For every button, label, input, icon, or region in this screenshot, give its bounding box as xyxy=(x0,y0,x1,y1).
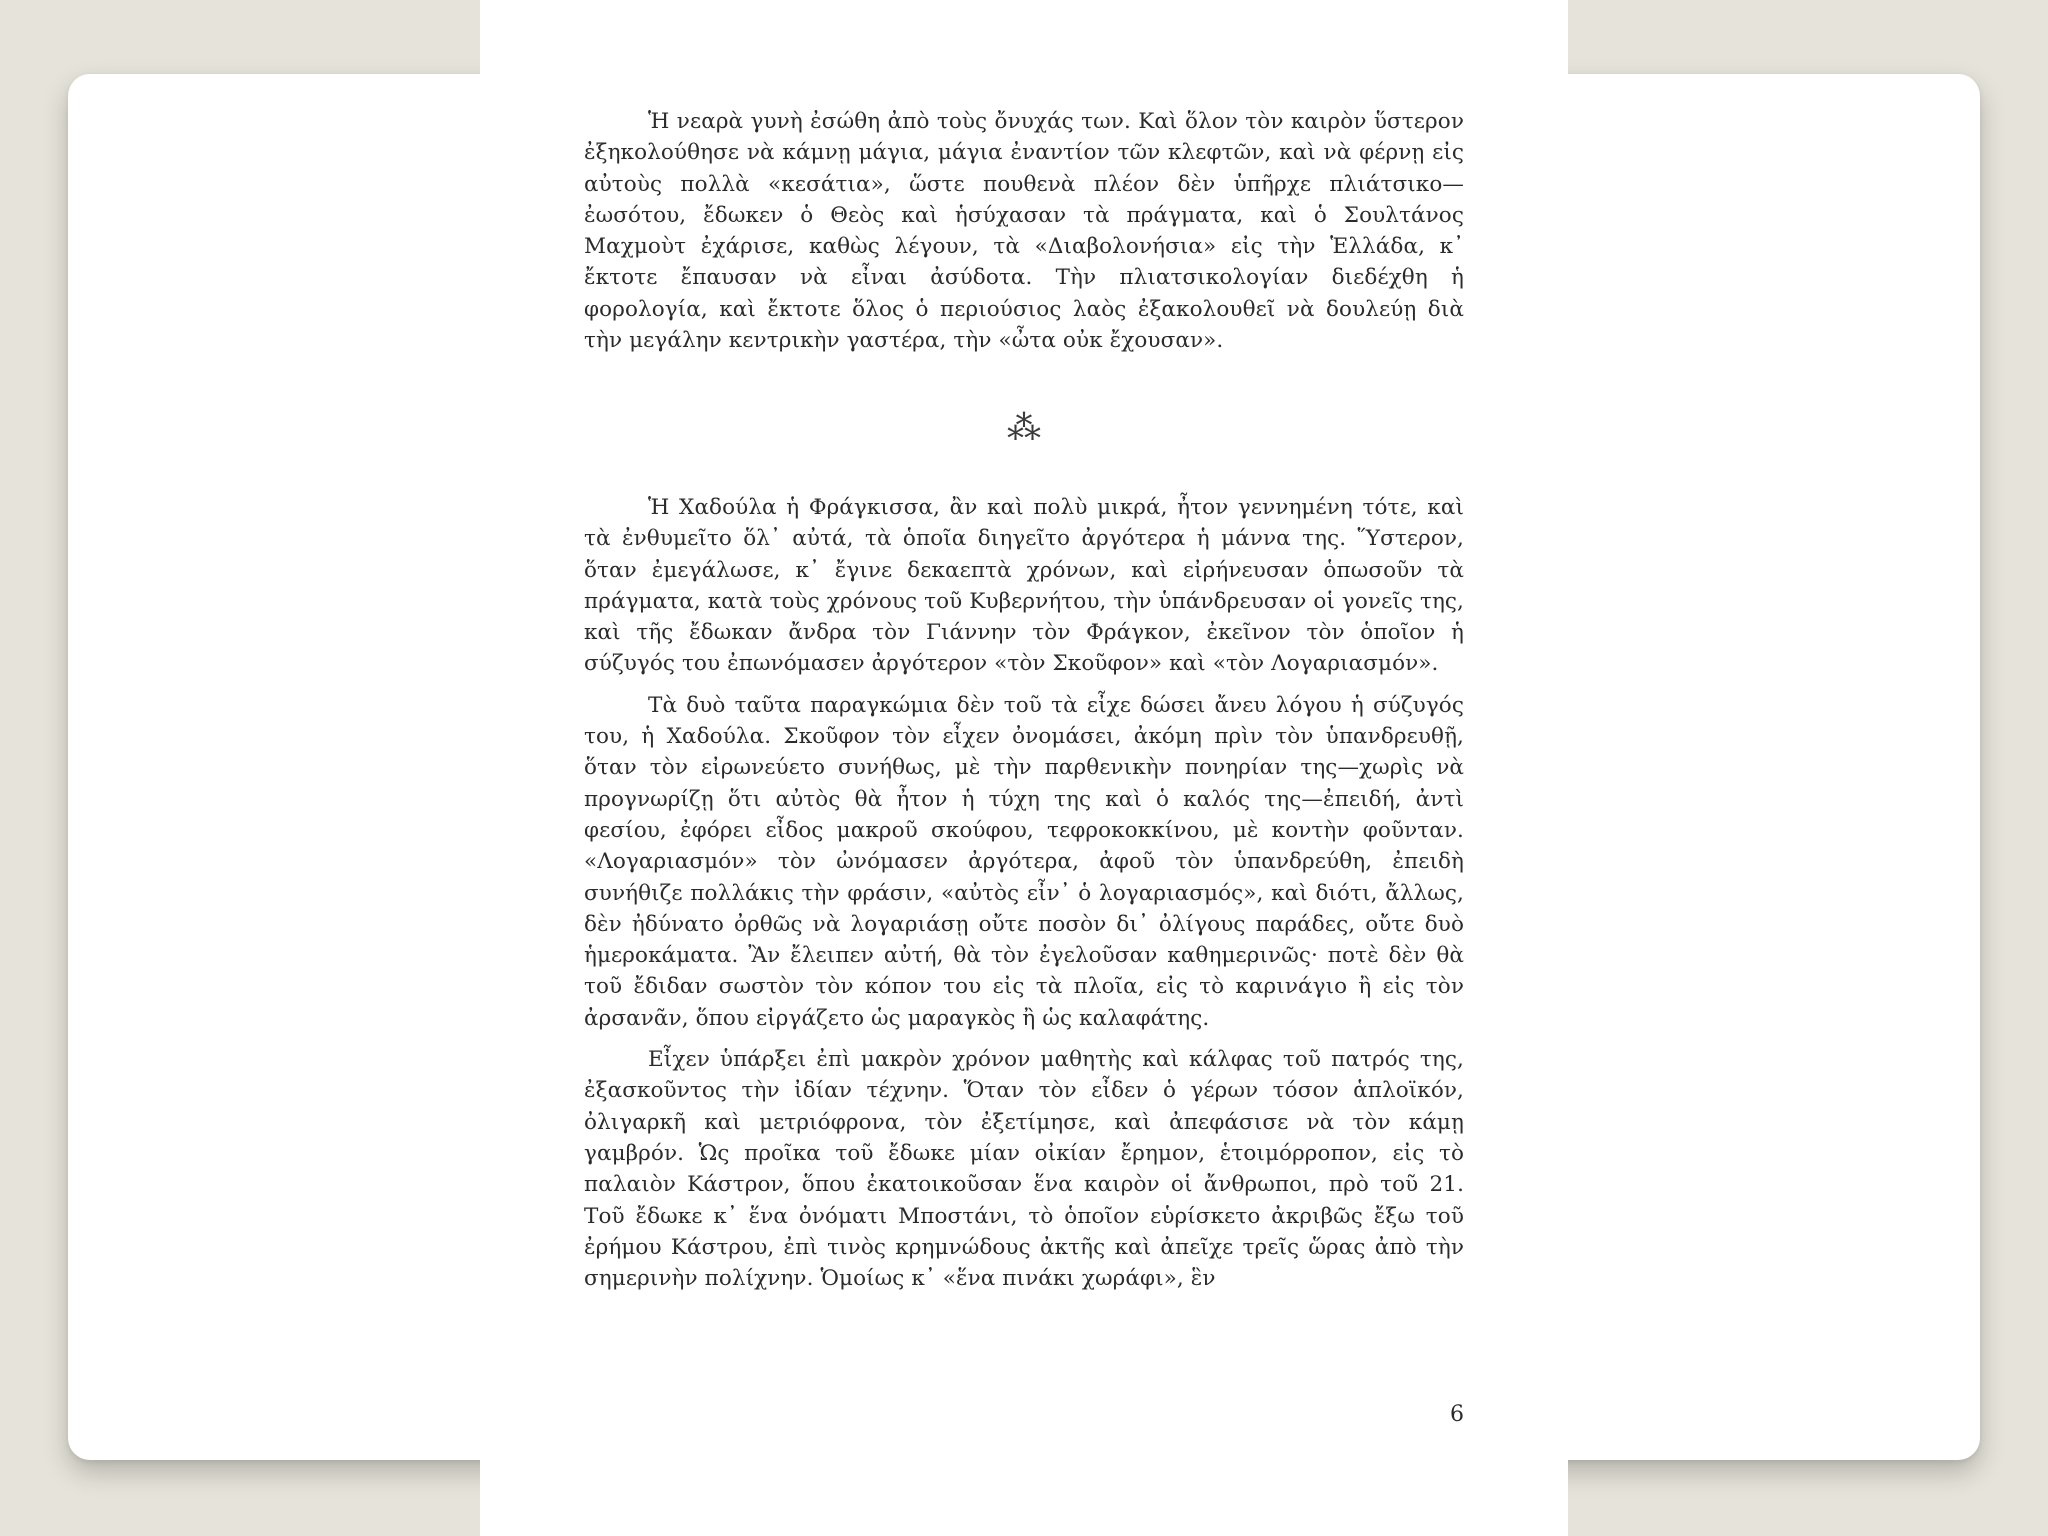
text-section-1 xyxy=(584,106,1464,366)
section-break-ornament: ⁂ xyxy=(1007,408,1041,448)
paragraph: Ἡ Χαδούλα ἡ Φράγκισσα, ἂν καὶ πολὺ μικρά, ἦτον γεννημένη τότε, καὶ τὰ ἐνθυμεῖτο ὅλ᾽ αὐτά, τὰ ὁποῖα διηγεῖτο ἀργότερα ἡ μάννα της. Ὕστερον, ὅταν ἐμεγάλωσε, κ᾽ ἔγινε δεκαεπτὰ χρόνων, καὶ εἰρήνευσαν ὁπωσοῦν τὰ πράγματα, κατὰ τοὺς χρόνους τοῦ Κυβερνήτου, τὴν ὑπάνδρευσαν οἱ γονεῖς της, καὶ τῆς ἔδωκαν ἄνδρα τὸν Γιάννην τὸν Φράγκον, ἐκεῖνον τὸν ὁποῖον ἡ σύζυγός του ἐπωνόμασεν ἀργότερον «τὸν Σκοῦφον» καὶ «τὸν Λογαριασμόν». xyxy=(584,495,1464,677)
paragraph: Εἶχεν ὑπάρξει ἐπὶ μακρὸν χρόνον μαθητὴς καὶ κάλφας τοῦ πατρός της, ἐξασκοῦντος τὴν ἰδίαν τέχνην. Ὅταν τὸν εἶδεν ὁ γέρων τόσον ἁπλοϊκόν, ὀλιγαρκῆ καὶ μετριόφρονα, τὸν ἐξετίμησε, καὶ ἀπεφάσισε νὰ τὸν κάμῃ γαμβρόν. Ὡς προῖκα τοῦ ἔδωκε μίαν οἰκίαν ἔρημον, ἑτοιμόρροπον, εἰς τὸ παλαιὸν Κάστρον, ὅπου ἐκατοικοῦσαν ἕνα καιρὸν οἱ ἄνθρωποι, πρὸ τοῦ 21. Τοῦ ἔδωκε κ᾽ ἕνα ὀνόματι Μποστάνι, τὸ ὁποῖον εὑρίσκετο ἀκριβῶς ἔξω τοῦ ἐρήμου Κάστρου, ἐπὶ τινὸς κρημνώδους ἀκτῆς καὶ ἀπεῖχε τρεῖς ὥρας ἀπὸ τὴν σημερινὴν πολίχνην. Ὁμοίως κ᾽ «ἕνα πινάκι χωράφι», ἓν xyxy=(584,1047,1464,1292)
paragraph: Ἡ νεαρὰ γυνὴ ἐσώθη ἀπὸ τοὺς ὄνυχάς των. Καὶ ὅλον τὸν καιρὸν ὕστερον ἐξηκολούθησε νὰ κάμνῃ μάγια, μάγια ἐναντίον τῶν κλεφτῶν, καὶ νὰ φέρνῃ εἰς αὐτοὺς πολλὰ «κεσάτια», ὥστε πουθενὰ πλέον δὲν ὑπῆρχε πλιάτσικο—ἐωσότου, ἔδωκεν ὁ Θεὸς καὶ ἡσύχασαν τὰ πράγματα, καὶ ὁ Σουλτάνος Μαχμοὺτ ἐχάρισε, καθὼς λέγουν, τὰ «Διαβολονήσια» εἰς τὴν Ἑλλάδα, κ᾽ ἔκτοτε ἔπαυσαν νὰ εἶναι ἀσύδοτα. Τὴν πλιατσικολογίαν διεδέχθη ἡ φορολογία, καὶ ἔκτοτε ὅλος ὁ περιούσιος λαὸς ἐξακολουθεῖ νὰ δουλεύῃ διὰ τὴν μεγάλην κεντρικὴν γαστέρα, τὴν «ὦτα οὐκ ἔχουσαν». xyxy=(584,109,1464,354)
text-section-2 xyxy=(584,492,1464,1304)
document-page: Ἡ νεαρὰ γυνὴ ἐσώθη ἀπὸ τοὺς ὄνυχάς των. Καὶ ὅλον τὸν καιρὸν ὕστερον ἐξηκολούθησε νὰ κάμνῃ μάγια, μάγια ἐναντίον τῶν κλεφτῶν, καὶ νὰ φέρνῃ εἰς αὐτοὺς πολλὰ «κεσάτια», ὥστε πουθενὰ πλέον δὲν ὑπῆρχε πλιάτσικο—ἐωσότου, ἔδωκεν ὁ Θεὸς καὶ ἡσύχασαν τὰ πράγματα, καὶ ὁ Σουλτάνος Μαχμοὺτ ἐχάρισε, καθὼς λέγουν, τὰ «Διαβολονήσια» εἰς τὴν Ἑλλάδα, κ᾽ ἔκτοτε ἔπαυσαν νὰ εἶναι ἀσύδοτα. Τὴν πλιατσικολογίαν διεδέχθη ἡ φορολογία, καὶ ἔκτοτε ὅλος ὁ περιούσιος λαὸς ἐξακολουθεῖ νὰ δουλεύῃ διὰ τὴν μεγάλην κεντρικὴν γαστέρα, τὴν «ὦτα οὐκ ἔχουσαν». ⁂ Ἡ Χαδούλα ἡ Φράγκισσα, ἂν καὶ πολὺ μικρά, ἦτον γεννημένη τότε, καὶ τὰ ἐνθυμεῖτο ὅλ᾽ αὐτά, τὰ ὁποῖα διηγεῖτο ἀργότερα ἡ μάννα της. Ὕστερον, ὅταν ἐμεγάλωσε, κ᾽ ἔγινε δεκαεπτὰ χρόνων, καὶ εἰρήνευσαν ὁπωσοῦν τὰ πράγματα, κατὰ τοὺς χρόνους τοῦ Κυβερνήτου, τὴν ὑπάνδρευσαν οἱ γονεῖς της, καὶ τῆς ἔδωκαν ἄνδρα τὸν Γιάννην τὸν Φράγκον, ἐκεῖνον τὸν ὁποῖον ἡ σύζυγός του ἐπωνόμασεν ἀργότερον «τὸν Σκοῦφον» καὶ «τὸν Λογαριασμόν». Τὰ δυὸ ταῦτα παραγκώμια δὲν τοῦ τὰ εἶχε δώσει ἄνευ λόγου ἡ σύζυγός του, ἡ Χαδούλα. Σκοῦφον τὸν εἶχεν ὀνομάσει, ἀκόμη πρὶν τὸν ὑπανδρευθῇ, ὅταν τὸν εἰρωνεύετο συνήθως, μὲ τὴν παρθενικὴν πονηρίαν της—χωρὶς νὰ προγνωρίζῃ ὅτι αὐτὸς θὰ ἦτον ἡ τύχη της καὶ ὁ καλός της—ἐπειδή, ἀντὶ φεσίου, ἐφόρει εἶδος μακροῦ σκούφου, τεφροκοκκίνου, μὲ κοντὴν φοῦνταν. «Λογαριασμόν» τὸν ὠνόμασεν ἀργότερα, ἀφοῦ τὸν ὑπανδρεύθη, ἐπειδὴ συνήθιζε πολλάκις τὴν φράσιν, «αὐτὸς εἶν᾽ ὁ λογαριασμός», καὶ διότι, ἄλλως, δὲν ἠδύνατο ὀρθῶς νὰ λογαριάσῃ οὔτε ποσὸν δι᾽ ὀλίγους παράδες, οὔτε δυὸ ἡμεροκάματα. Ἂν ἔλειπεν αὐτή, θὰ τὸν ἐγελοῦσαν καθημερινῶς· ποτὲ δὲν θὰ τοῦ ἔδιδαν σωστὸν τὸν κόπον του εἰς τὰ πλοῖα, εἰς τὸ καρινάγιο ἢ εἰς τὸν ἀρσανᾶν, ὅπου εἰργάζετο ὡς μαραγκὸς ἢ ὡς καλαφάτης. Εἶχεν ὑπάρξει ἐπὶ μακρὸν χρόνον μαθητὴς καὶ κάλφας τοῦ πατρός της, ἐξασκοῦντος τὴν ἰδίαν τέχνην. Ὅταν τὸν εἶδεν ὁ γέρων τόσον ἁπλοϊκόν, ὀλιγαρκῆ καὶ μετριόφρονα, τὸν ἐξετίμησε, καὶ ἀπεφάσισε νὰ τὸν κάμῃ γαμβρόν. Ὡς προῖκα τοῦ ἔδωκε μίαν οἰκίαν ἔρημον, ἑτοιμόρροπον, εἰς τὸ παλαιὸν Κάστρον, ὅπου ἐκατοικοῦσαν ἕνα καιρὸν οἱ ἄνθρωποι, πρὸ τοῦ 21. Τοῦ ἔδωκε κ᾽ ἕνα ὀνόματι Μποστάνι, τὸ ὁποῖον εὑρίσκετο ἀκριβῶς ἔξω τοῦ ἐρήμου Κάστρου, ἐπὶ τινὸς κρημνώδους ἀκτῆς καὶ ἀπεῖχε τρεῖς ὥρας ἀπὸ τὴν σημερινὴν πολίχνην. Ὁμοίως κ᾽ «ἕνα πινάκι χωράφι», ἓν 6 xyxy=(480,0,1568,1536)
paragraph: Τὰ δυὸ ταῦτα παραγκώμια δὲν τοῦ τὰ εἶχε δώσει ἄνευ λόγου ἡ σύζυγός του, ἡ Χαδούλα. Σκοῦφον τὸν εἶχεν ὀνομάσει, ἀκόμη πρὶν τὸν ὑπανδρευθῇ, ὅταν τὸν εἰρωνεύετο συνήθως, μὲ τὴν παρθενικὴν πονηρίαν της—χωρὶς νὰ προγνωρίζῃ ὅτι αὐτὸς θὰ ἦτον ἡ τύχη της καὶ ὁ καλός της—ἐπειδή, ἀντὶ φεσίου, ἐφόρει εἶδος μακροῦ σκούφου, τεφροκοκκίνου, μὲ κοντὴν φοῦνταν. «Λογαριασμόν» τὸν ὠνόμασεν ἀργότερα, ἀφοῦ τὸν ὑπανδρεύθη, ἐπειδὴ συνήθιζε πολλάκις τὴν φράσιν, «αὐτὸς εἶν᾽ ὁ λογαριασμός», καὶ διότι, ἄλλως, δὲν ἠδύνατο ὀρθῶς νὰ λογαριάσῃ οὔτε ποσὸν δι᾽ ὀλίγους παράδες, οὔτε δυὸ ἡμεροκάματα. Ἂν ἔλειπεν αὐτή, θὰ τὸν ἐγελοῦσαν καθημερινῶς· ποτὲ δὲν θὰ τοῦ ἔδιδαν σωστὸν τὸν κόπον του εἰς τὰ πλοῖα, εἰς τὸ καρινάγιο ἢ εἰς τὸν ἀρσανᾶν, ὅπου εἰργάζετο ὡς μαραγκὸς ἢ ὡς καλαφάτης. xyxy=(584,692,1464,1031)
